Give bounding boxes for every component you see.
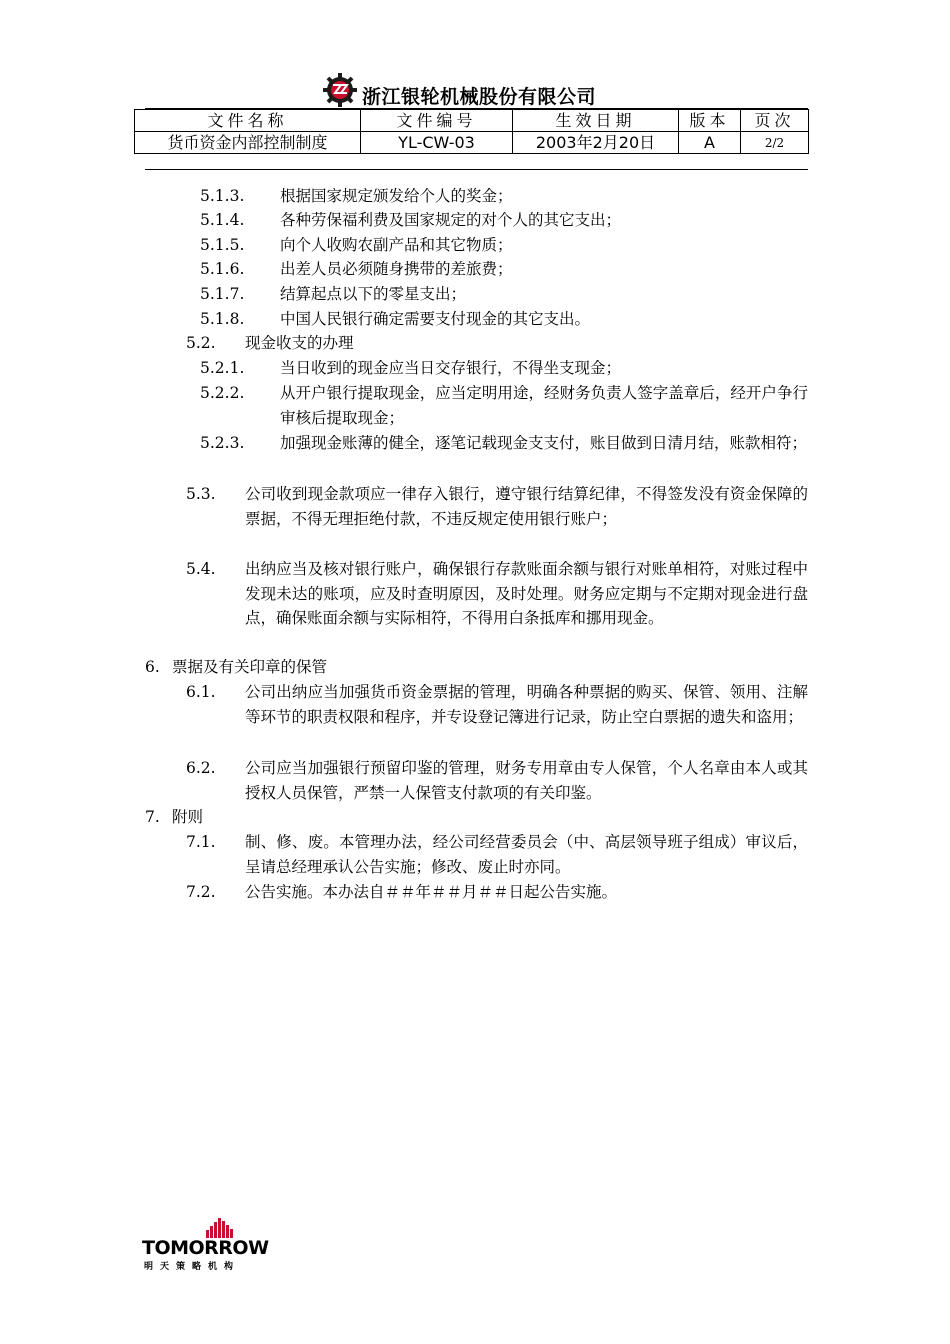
label-file-name: 文件名称 bbox=[135, 110, 361, 132]
item-number: 5.1.4. bbox=[200, 211, 245, 229]
item-text: 从开户银行提取现金，应当定明用途，经财务负责人签字盖章后，经开户争行审核后提取现金； bbox=[280, 384, 808, 427]
header-rule-bottom bbox=[145, 169, 808, 170]
value-page: 2/2 bbox=[741, 132, 809, 154]
company-header bbox=[322, 70, 596, 110]
value-version: A bbox=[679, 132, 741, 154]
label-page: 页次 bbox=[741, 110, 809, 132]
item-text: 结算起点以下的零星支出； bbox=[280, 285, 467, 303]
item-text: 根据国家规定颁发给个人的奖金； bbox=[280, 187, 513, 205]
item-number: 5.2.3. bbox=[200, 434, 245, 452]
document-info-table bbox=[134, 109, 809, 154]
item-number: 5.4. bbox=[186, 560, 216, 578]
item-text: 当日收到的现金应当日交存银行，不得坐支现金； bbox=[280, 359, 622, 377]
item-number: 5.1.8. bbox=[200, 310, 245, 328]
value-file-number: YL-CW-03 bbox=[361, 132, 513, 154]
item-text: 各种劳保福利费及国家规定的对个人的其它支出； bbox=[280, 211, 622, 229]
gear-logo-icon bbox=[322, 72, 358, 108]
item-number: 5.3. bbox=[186, 485, 216, 503]
value-effective-date: 2003年2月20日 bbox=[513, 132, 679, 154]
item-text: 加强现金账薄的健全，逐笔记载现金支支付，账目做到日清月结，账款相符； bbox=[280, 434, 808, 452]
item-text: 附则 bbox=[172, 808, 204, 826]
item-text: 公司出纳应当加强货币资金票据的管理，明确各种票据的购买、保管、领用、注解等环节的职责权限和程序，并专设登记簿进行记录，防止空白票据的遗失和盗用； bbox=[245, 683, 808, 726]
item-number: 7.2. bbox=[186, 883, 216, 901]
item-number: 6.1. bbox=[186, 683, 216, 701]
item-text: 公告实施。本办法自＃＃年＃＃月＃＃日起公告实施。 bbox=[245, 883, 618, 901]
item-text: 公司应当加强银行预留印鉴的管理，财务专用章由专人保管，个人名章由本人或其授权人员保管，严禁一人保管支付款项的有关印鉴。 bbox=[245, 759, 808, 802]
logo-wordmark: TOMORROW bbox=[142, 1237, 269, 1259]
value-file-name: 货币资金内部控制制度 bbox=[135, 132, 361, 154]
item-text: 向个人收购农副产品和其它物质； bbox=[280, 236, 513, 254]
item-number: 5.1.7. bbox=[200, 285, 245, 303]
label-effective-date: 生效日期 bbox=[513, 110, 679, 132]
item-number: 7. bbox=[145, 808, 160, 826]
info-value-row bbox=[135, 132, 809, 154]
item-number: 7.1. bbox=[186, 833, 216, 851]
logo-subtitle: 明天策略机构 bbox=[144, 1262, 241, 1272]
item-text: 制、修、废。本管理办法，经公司经营委员会（中、高层领导班子组成）审议后，呈请总经理承认公告实施；修改、废止时亦同。 bbox=[245, 833, 808, 876]
item-number: 5.2.1. bbox=[200, 359, 245, 377]
item-number: 5.1.3. bbox=[200, 187, 245, 205]
item-number: 5.1.5. bbox=[200, 236, 245, 254]
item-text: 出纳应当及核对银行账户，确保银行存款账面余额与银行对账单相符，对账过程中发现未达的账项，应及时查明原因，及时处理。财务应定期与不定期对现金进行盘点，确保账面余额与实际相符，不得用白条抵库和挪用现金。 bbox=[245, 560, 808, 627]
item-text: 中国人民银行确定需要支付现金的其它支出。 bbox=[280, 310, 591, 328]
item-text: 票据及有关印章的保管 bbox=[172, 658, 328, 676]
label-file-number: 文件编号 bbox=[361, 110, 513, 132]
item-number: 6.2. bbox=[186, 759, 216, 777]
tomorrow-logo-icon bbox=[140, 1212, 305, 1272]
item-number: 6. bbox=[145, 658, 160, 676]
label-version: 版本 bbox=[679, 110, 741, 132]
item-number: 5.2. bbox=[186, 334, 216, 352]
company-name: 浙江银轮机械股份有限公司 bbox=[362, 85, 597, 108]
item-text: 出差人员必须随身携带的差旅费； bbox=[280, 260, 513, 278]
info-label-row bbox=[135, 110, 809, 132]
item-text: 现金收支的办理 bbox=[245, 334, 354, 352]
item-text: 公司收到现金款项应一律存入银行，遵守银行结算纪律，不得签发没有资金保障的票据，不得无理拒绝付款，不违反规定使用银行账户； bbox=[245, 485, 808, 528]
item-number: 5.2.2. bbox=[200, 384, 245, 402]
item-number: 5.1.6. bbox=[200, 260, 245, 278]
